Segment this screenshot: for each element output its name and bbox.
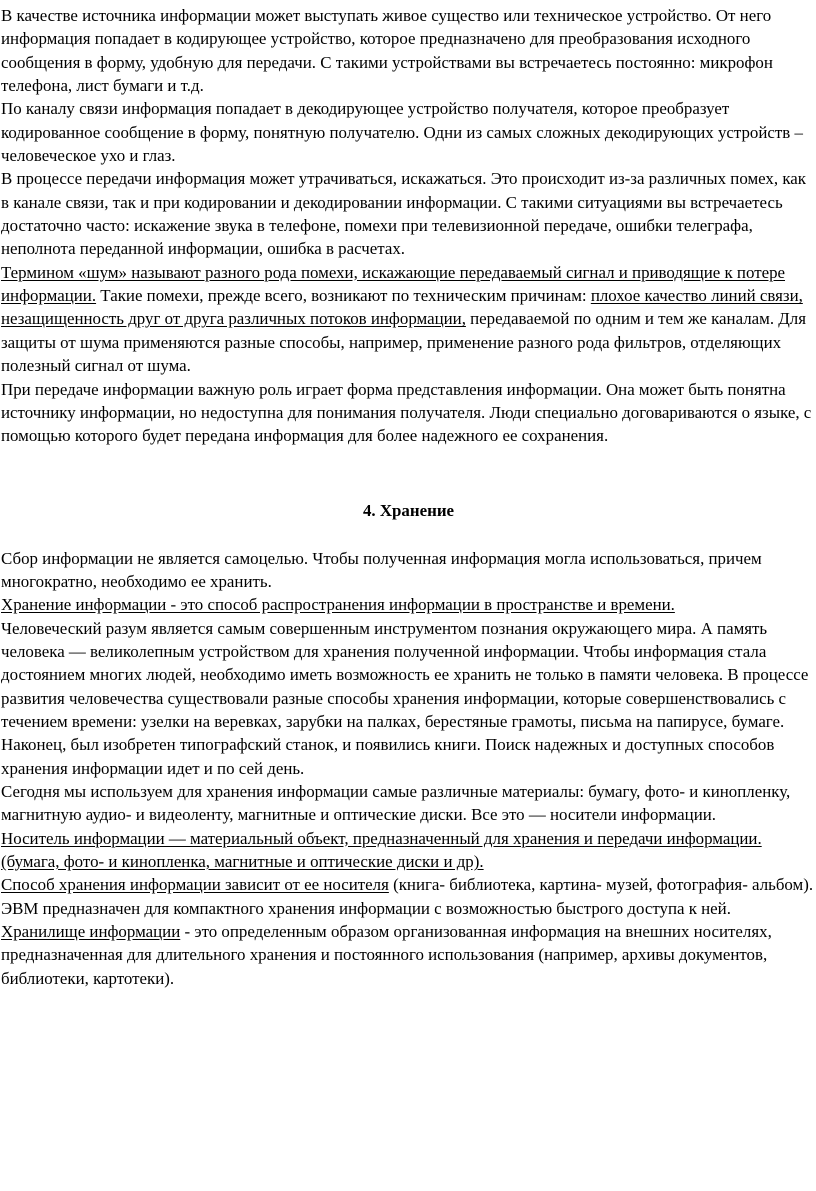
- spacer: [1, 448, 816, 499]
- underlined-storage-definition: Хранение информации - это способ распространения информации в пространстве и времени.: [1, 595, 675, 615]
- paragraph-representation-form: При передаче информации важную роль играет форма представления информации. Она может быть понятна источнику информации, но недоступна для понимания получателя. Люди специально договариваются о языке, с помощью которого будет передана информация для более надежного ее сохранения.: [1, 379, 812, 446]
- paragraph-modern-materials: Сегодня мы используем для хранения информации самые различные материалы: бумагу, фото- и кинопленку, магнитную аудио- и видеоленту, магнитные и оптические диски. Все это — носители информации.: [1, 781, 791, 825]
- paragraph-computer-storage: ЭВМ предназначен для компактного хранения информации с возможностью быстрого доступа к ней.: [1, 898, 731, 918]
- storage-method-examples: (книга- библиотека, картина- музей, фотография- альбом).: [388, 875, 814, 895]
- paragraph-repository-definition: [1, 920, 816, 990]
- underlined-storage-method: Способ хранения информации зависит от ее носителя: [1, 875, 389, 895]
- paragraph-communication-channel: По каналу связи информация попадает в декодирующее устройство получателя, которое преобразует кодированное сообщение в форму, понятную получателю. Одни из самых сложных декодирующих устройств – человеческое ухо и глаз.: [1, 99, 803, 166]
- repository-definition-text: - это определенным образом организованная информация на внешних носителях, предназначенная для длительного хранения и постоянного использования (например, архивы документов, библиотеки, картотеки).: [1, 922, 772, 988]
- paragraph-transmission-distortion: В процессе передачи информация может утрачиваться, искажаться. Это происходит из-за различных помех, как в канале связи, так и при кодировании и декодировании информации. С такими ситуациями вы встречаетесь достаточно часто: искажение звука в телефоне, помехи при телевизионной передаче, ошибки телеграфа, неполнота переданной информации, ошибка в расчетах.: [1, 169, 806, 259]
- paragraph-collection-purpose: Сбор информации не является самоцелью. Чтобы полученная информация могла использоваться, причем многократно, необходимо ее хранить.: [1, 548, 762, 591]
- noise-causes-text: Такие помехи, прежде всего, возникают по техническим причинам:: [96, 286, 591, 306]
- paragraph-noise-definition: [1, 261, 816, 378]
- noise-protection-text: передаваемой по одним и тем же каналам. Для защиты от шума применяются разные способы, например, применение разного рода фильтров, отделяющих полезный сигнал от шума.: [1, 309, 807, 376]
- underlined-repository-term: Хранилище информации: [1, 922, 181, 942]
- underlined-carrier-definition: Носитель информации — материальный объект, предназначенный для хранения и передачи информации. (бумага, фото- и кинопленка, магнитные и оптические диски и др).: [1, 828, 762, 871]
- spacer: [1, 522, 816, 547]
- section-heading: 4. Хранение: [362, 500, 455, 520]
- paragraph-storage-method: [1, 873, 816, 896]
- paragraph-carrier-definition: [1, 827, 816, 874]
- underlined-noise-definition: Термином «шум» называют разного рода помехи, искажающие передаваемый сигнал и приводящие к потере информации.: [1, 262, 786, 306]
- underlined-noise-causes: плохое качество линий связи, незащищенность друг от друга различных потоков информации,: [1, 286, 803, 329]
- paragraph-storage-definition: [1, 593, 816, 616]
- paragraph-information-source: В качестве источника информации может выступать живое существо или техническое устройство. От него информация попадает в кодирующее устройство, которое предназначено для преобразования исходного сообщения в форму, удобную для передачи. С такими устройствами вы встречаетесь постоянно: микрофон телефона, лист бумаги и т.д.: [1, 6, 773, 96]
- paragraph-human-memory: Человеческий разум является самым совершенным инструментом познания окружающего мира. А память человека — великолепным устройством для хранения полученной информации. Чтобы информация стала достоянием многих людей, необходимо иметь возможность ее хранить не только в памяти человека. В процессе развития человечества существовали разные способы хранения информации, которые совершенствовались с течением времени: узелки на веревках, зарубки на палках, берестяные грамоты, письма на папирусе, бумаге.: [1, 618, 809, 731]
- paragraph-printing-press: Наконец, был изобретен типографский станок, и появились книги. Поиск надежных и доступных способов хранения информации идет и по сей день.: [1, 735, 775, 778]
